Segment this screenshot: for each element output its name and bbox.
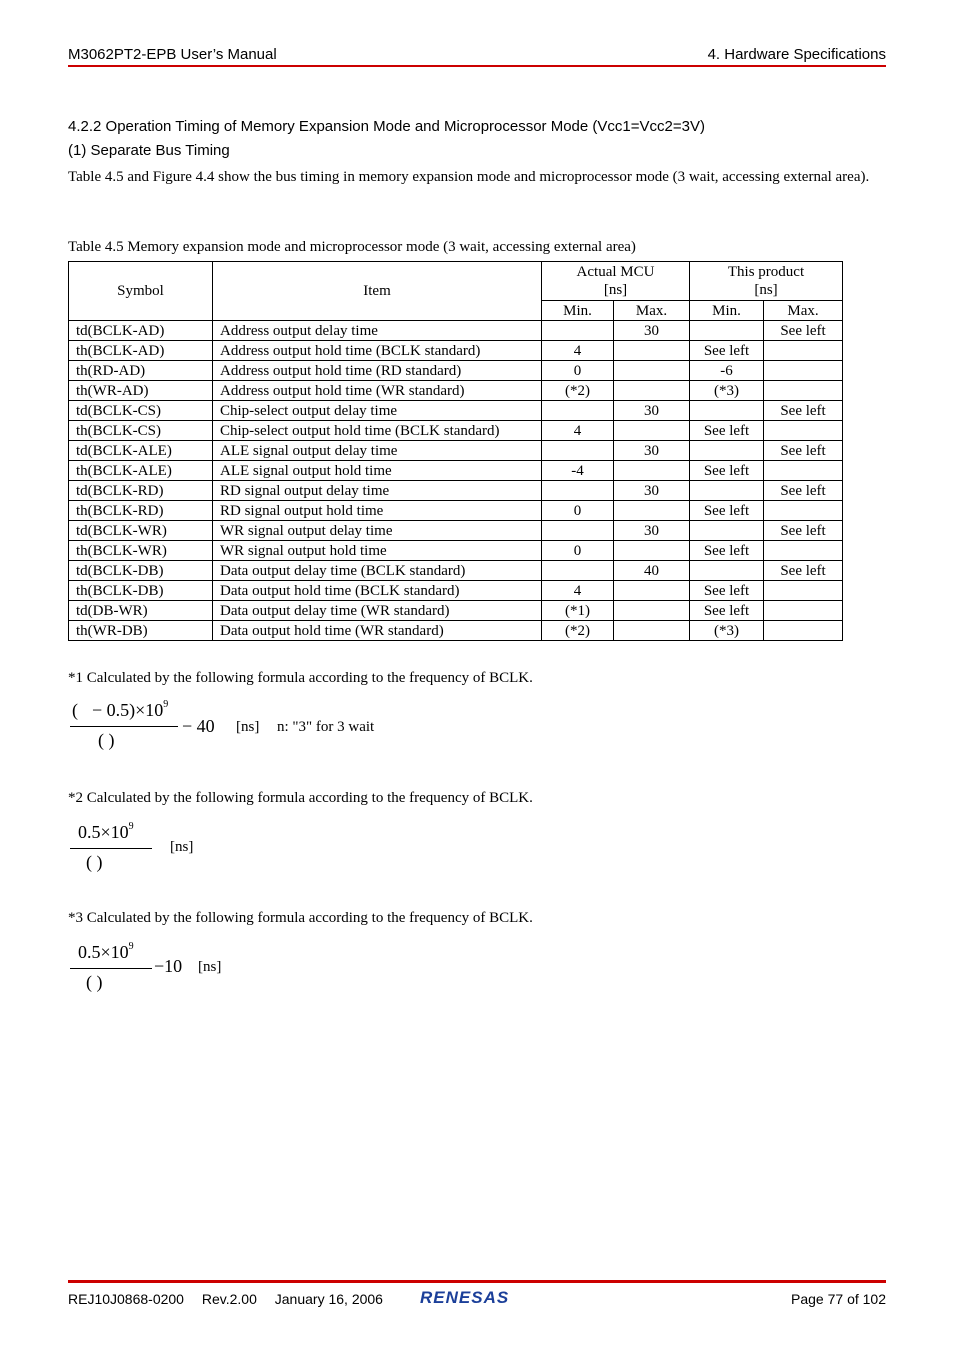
table-row bbox=[69, 401, 843, 421]
cell-mcu-max: 30 bbox=[614, 521, 690, 541]
formula-3-numerator bbox=[78, 942, 134, 963]
cell-prod-max bbox=[764, 421, 843, 441]
cell-prod-max: See left bbox=[764, 561, 843, 581]
table-row bbox=[69, 321, 843, 341]
cell-mcu-max bbox=[614, 381, 690, 401]
cell-prod-max bbox=[764, 461, 843, 481]
formula-1-open-paren: ( bbox=[72, 700, 78, 720]
cell-mcu-min bbox=[542, 481, 614, 501]
cell-mcu-max bbox=[614, 581, 690, 601]
table-row bbox=[69, 561, 843, 581]
sub-title: (1) Separate Bus Timing bbox=[68, 142, 230, 159]
cell-item: WR signal output delay time bbox=[213, 521, 542, 541]
header-rule bbox=[68, 65, 886, 67]
cell-mcu-min bbox=[542, 401, 614, 421]
cell-prod-min: -6 bbox=[690, 361, 764, 381]
cell-prod-min bbox=[690, 441, 764, 461]
table-row bbox=[69, 581, 843, 601]
cell-item: RD signal output hold time bbox=[213, 501, 542, 521]
cell-symbol: td(BCLK-AD) bbox=[69, 321, 213, 341]
cell-prod-min bbox=[690, 561, 764, 581]
header-actual-mcu-unit: [ns] bbox=[603, 282, 628, 298]
footer-date: January 16, 2006 bbox=[274, 1291, 383, 1307]
cell-item: Data output hold time (BCLK standard) bbox=[213, 581, 542, 601]
cell-mcu-max bbox=[614, 501, 690, 521]
header-mcu-min: Min. bbox=[542, 301, 614, 321]
cell-prod-min: See left bbox=[690, 601, 764, 621]
header-symbol: Symbol bbox=[69, 262, 213, 321]
cell-prod-max bbox=[764, 341, 843, 361]
table-row bbox=[69, 601, 843, 621]
intro-paragraph: Table 4.5 and Figure 4.4 show the bus timing in memory expansion mode and microprocessor mode (3 wait, accessing external area). bbox=[68, 169, 870, 185]
manual-title: M3062PT2-EPB User’s Manual bbox=[68, 46, 277, 63]
cell-mcu-max bbox=[614, 421, 690, 441]
cell-prod-max bbox=[764, 601, 843, 621]
cell-symbol: th(RD-AD) bbox=[69, 361, 213, 381]
cell-prod-min: See left bbox=[690, 501, 764, 521]
cell-mcu-min bbox=[542, 321, 614, 341]
cell-mcu-min bbox=[542, 521, 614, 541]
header-this-product bbox=[690, 262, 843, 301]
table-row bbox=[69, 341, 843, 361]
table-row bbox=[69, 481, 843, 501]
cell-symbol: th(WR-AD) bbox=[69, 381, 213, 401]
cell-symbol: th(BCLK-DB) bbox=[69, 581, 213, 601]
cell-item: Address output delay time bbox=[213, 321, 542, 341]
cell-item: Chip-select output hold time (BCLK standard) bbox=[213, 421, 542, 441]
note-3: *3 Calculated by the following formula according to the frequency of BCLK. bbox=[68, 910, 533, 926]
cell-prod-max bbox=[764, 501, 843, 521]
cell-prod-min bbox=[690, 401, 764, 421]
cell-mcu-max: 40 bbox=[614, 561, 690, 581]
cell-symbol: th(BCLK-ALE) bbox=[69, 461, 213, 481]
cell-mcu-max bbox=[614, 461, 690, 481]
formula-3-fraction-bar bbox=[70, 968, 152, 969]
footer-page-number: Page 77 of 102 bbox=[791, 1291, 886, 1307]
cell-symbol: td(BCLK-CS) bbox=[69, 401, 213, 421]
formula-2-unit: [ns] bbox=[170, 839, 194, 855]
cell-symbol: th(WR-DB) bbox=[69, 621, 213, 641]
cell-prod-max: See left bbox=[764, 481, 843, 501]
cell-item: Data output delay time (BCLK standard) bbox=[213, 561, 542, 581]
cell-item: Chip-select output delay time bbox=[213, 401, 542, 421]
cell-prod-min bbox=[690, 481, 764, 501]
table-caption: Table 4.5 Memory expansion mode and microprocessor mode (3 wait, accessing external area) bbox=[68, 239, 636, 255]
header-actual-mcu bbox=[542, 262, 690, 301]
cell-symbol: td(BCLK-ALE) bbox=[69, 441, 213, 461]
cell-item: Address output hold time (WR standard) bbox=[213, 381, 542, 401]
cell-mcu-min: 4 bbox=[542, 581, 614, 601]
formula-2-numerator-text: 0.5×10 bbox=[78, 822, 129, 842]
footer-doc-number: REJ10J0868-0200 bbox=[68, 1291, 184, 1307]
footer-revision: Rev.2.00 bbox=[201, 1291, 257, 1307]
cell-symbol: td(BCLK-DB) bbox=[69, 561, 213, 581]
note-2: *2 Calculated by the following formula according to the frequency of BCLK. bbox=[68, 790, 533, 806]
cell-mcu-min bbox=[542, 561, 614, 581]
header-mcu-max: Max. bbox=[614, 301, 690, 321]
header-item: Item bbox=[213, 262, 542, 321]
cell-prod-min: See left bbox=[690, 341, 764, 361]
table-row bbox=[69, 421, 843, 441]
table-row bbox=[69, 361, 843, 381]
cell-mcu-max bbox=[614, 601, 690, 621]
cell-item: RD signal output delay time bbox=[213, 481, 542, 501]
cell-mcu-max bbox=[614, 341, 690, 361]
cell-mcu-max bbox=[614, 361, 690, 381]
formula-1-unit: [ns] bbox=[236, 719, 260, 735]
cell-symbol: th(BCLK-CS) bbox=[69, 421, 213, 441]
header-this-product-unit: [ns] bbox=[754, 282, 778, 298]
cell-mcu-min bbox=[542, 441, 614, 461]
cell-prod-max bbox=[764, 361, 843, 381]
cell-symbol: th(BCLK-WR) bbox=[69, 541, 213, 561]
cell-symbol: td(BCLK-RD) bbox=[69, 481, 213, 501]
formula-1-numerator bbox=[72, 700, 168, 721]
table-row bbox=[69, 621, 843, 641]
formula-2-denominator: ( ) bbox=[86, 852, 103, 872]
table-row bbox=[69, 501, 843, 521]
formula-3-tail: −10 bbox=[154, 956, 183, 976]
formula-1-numerator-text: − 0.5)×10 bbox=[92, 700, 164, 720]
table-row bbox=[69, 541, 843, 561]
cell-item: Data output hold time (WR standard) bbox=[213, 621, 542, 641]
cell-mcu-min: 0 bbox=[542, 541, 614, 561]
formula-3-exponent: 9 bbox=[128, 941, 134, 952]
header-prod-min: Min. bbox=[690, 301, 764, 321]
cell-mcu-max bbox=[614, 621, 690, 641]
cell-mcu-max: 30 bbox=[614, 441, 690, 461]
cell-mcu-min: (*2) bbox=[542, 381, 614, 401]
header-this-product-label: This product bbox=[727, 264, 805, 280]
formula-3-numerator-text: 0.5×10 bbox=[78, 942, 129, 962]
cell-prod-min: See left bbox=[690, 421, 764, 441]
formula-1-exponent: 9 bbox=[163, 699, 169, 710]
cell-mcu-min: (*1) bbox=[542, 601, 614, 621]
page-header bbox=[68, 46, 886, 66]
cell-mcu-min: -4 bbox=[542, 461, 614, 481]
table-row bbox=[69, 521, 843, 541]
cell-prod-min bbox=[690, 321, 764, 341]
cell-mcu-min: 0 bbox=[542, 501, 614, 521]
cell-mcu-min: 0 bbox=[542, 361, 614, 381]
cell-item: Address output hold time (BCLK standard) bbox=[213, 341, 542, 361]
formula-2-fraction-bar bbox=[70, 848, 152, 849]
cell-prod-min: See left bbox=[690, 541, 764, 561]
cell-prod-max bbox=[764, 381, 843, 401]
cell-symbol: th(BCLK-RD) bbox=[69, 501, 213, 521]
formula-1-tail: − 40 bbox=[182, 716, 215, 736]
cell-symbol: th(BCLK-AD) bbox=[69, 341, 213, 361]
header-actual-mcu-label: Actual MCU bbox=[576, 264, 655, 280]
footer-rule bbox=[68, 1280, 886, 1283]
cell-prod-min: (*3) bbox=[690, 621, 764, 641]
cell-prod-max: See left bbox=[764, 521, 843, 541]
cell-mcu-min: (*2) bbox=[542, 621, 614, 641]
formula-1-denominator: ( ) bbox=[98, 730, 115, 750]
cell-prod-min: See left bbox=[690, 461, 764, 481]
cell-item: ALE signal output hold time bbox=[213, 461, 542, 481]
note-1: *1 Calculated by the following formula according to the frequency of BCLK. bbox=[68, 670, 533, 686]
table-row bbox=[69, 381, 843, 401]
formula-1-note: n: "3" for 3 wait bbox=[277, 719, 375, 735]
cell-item: ALE signal output delay time bbox=[213, 441, 542, 461]
cell-prod-min: See left bbox=[690, 581, 764, 601]
header-prod-max: Max. bbox=[764, 301, 843, 321]
cell-item: WR signal output hold time bbox=[213, 541, 542, 561]
cell-prod-max bbox=[764, 541, 843, 561]
cell-item: Address output hold time (RD standard) bbox=[213, 361, 542, 381]
section-title: 4.2.2 Operation Timing of Memory Expansion Mode and Microprocessor Mode (Vcc1=Vcc2=3V) bbox=[68, 118, 705, 135]
table-row bbox=[69, 441, 843, 461]
formula-3-denominator: ( ) bbox=[86, 972, 103, 992]
cell-prod-min: (*3) bbox=[690, 381, 764, 401]
table-row bbox=[69, 461, 843, 481]
formula-2-exponent: 9 bbox=[128, 821, 134, 832]
cell-prod-max: See left bbox=[764, 321, 843, 341]
cell-item: Data output delay time (WR standard) bbox=[213, 601, 542, 621]
renesas-logo: RENESAS bbox=[420, 1288, 510, 1307]
cell-prod-max bbox=[764, 581, 843, 601]
cell-prod-min bbox=[690, 521, 764, 541]
formula-2-numerator bbox=[78, 822, 134, 843]
cell-mcu-max bbox=[614, 541, 690, 561]
formula-3-unit: [ns] bbox=[198, 959, 222, 975]
cell-mcu-min: 4 bbox=[542, 421, 614, 441]
cell-symbol: td(BCLK-WR) bbox=[69, 521, 213, 541]
chapter-title: 4. Hardware Specifications bbox=[707, 46, 886, 63]
cell-mcu-max: 30 bbox=[614, 321, 690, 341]
cell-mcu-max: 30 bbox=[614, 481, 690, 501]
cell-mcu-max: 30 bbox=[614, 401, 690, 421]
footer-doc-info bbox=[68, 1291, 397, 1307]
cell-mcu-min: 4 bbox=[542, 341, 614, 361]
formula-1-fraction-bar bbox=[70, 726, 178, 727]
cell-prod-max: See left bbox=[764, 441, 843, 461]
cell-prod-max: See left bbox=[764, 401, 843, 421]
cell-symbol: td(DB-WR) bbox=[69, 601, 213, 621]
cell-prod-max bbox=[764, 621, 843, 641]
timing-table bbox=[68, 261, 843, 641]
